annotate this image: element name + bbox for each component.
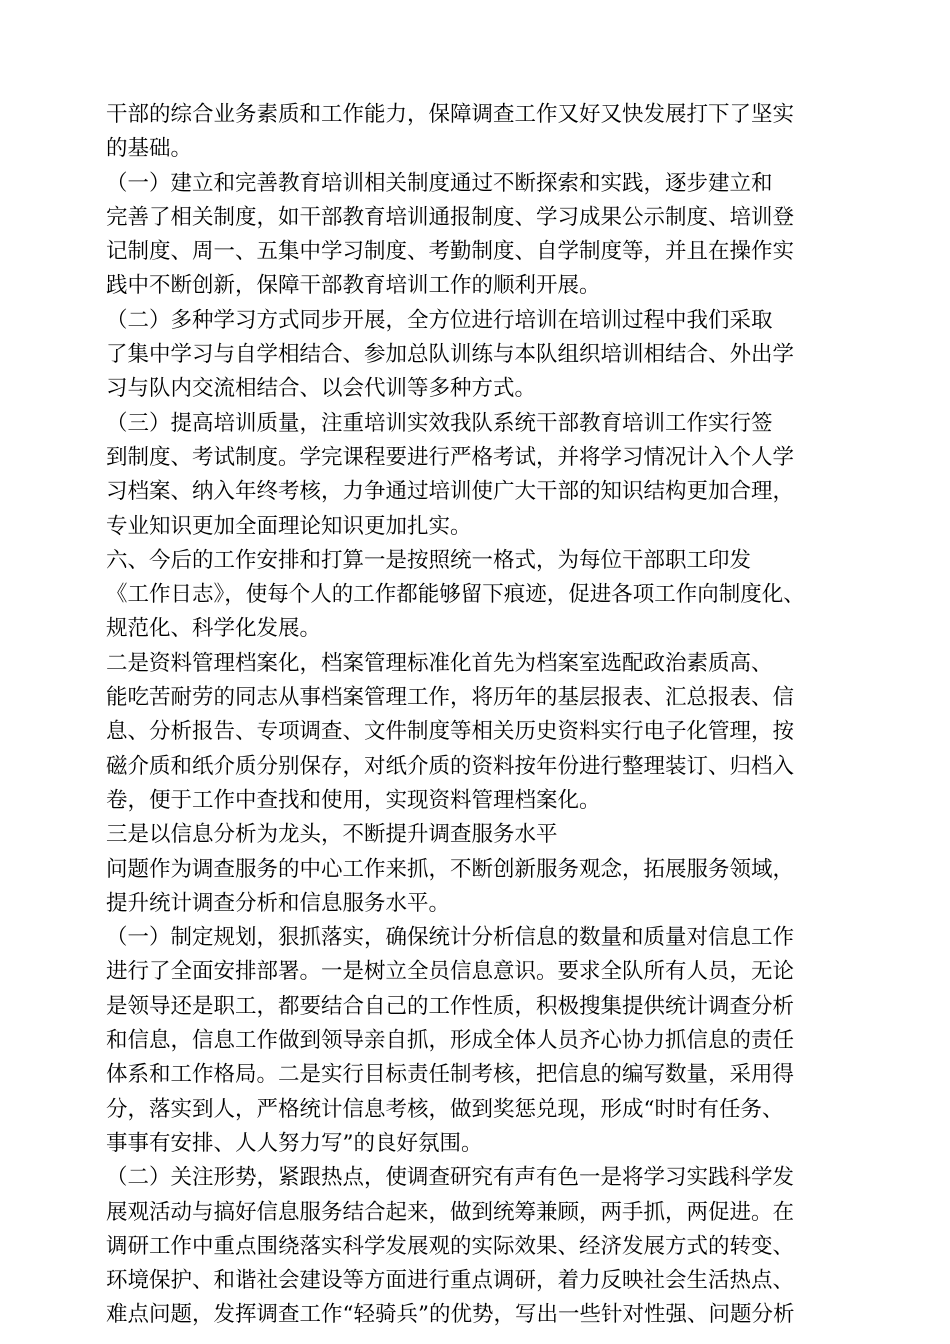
text-line: 到制度、考试制度。学完课程要进行严格考试，并将学习情况计入个人学 [106,444,795,470]
text-line: 磁介质和纸介质分别保存，对纸介质的资料按年份进行整理装订、归档入 [106,753,795,779]
text-line: 习档案、纳入年终考核，力争通过培训使广大干部的知识结构更加合理， [106,479,795,505]
text-line: 了集中学习与自学相结合、参加总队训练与本队组织培训相结合、外出学 [106,342,795,368]
text-line: 提升统计调查分析和信息服务水平。 [106,890,451,916]
text-line: 践中不断创新，保障干部教育培训工作的顺利开展。 [106,273,601,299]
text-line: 的基础。 [106,136,193,162]
text-line: 息、分析报告、专项调查、文件制度等相关历史资料实行电子化管理，按 [106,719,795,745]
text-line: 能吃苦耐劳的同志从事档案管理工作，将历年的基层报表、汇总报表、信 [106,685,795,711]
text-line: 调研工作中重点围绕落实科学发展观的实际效果、经济发展方式的转变、 [106,1233,795,1259]
text-line: 规范化、科学化发展。 [106,616,322,642]
text-line: 六、今后的工作安排和打算一是按照统一格式，为每位干部职工印发 [106,547,752,573]
text-line: 问题作为调查服务的中心工作来抓，不断创新服务观念，拓展服务领域， [106,856,795,882]
text-line: 分，落实到人，严格统计信息考核，做到奖惩兑现，形成“时时有任务、 [106,1096,784,1122]
text-line: 卷，便于工作中查找和使用，实现资料管理档案化。 [106,787,601,813]
text-line: 专业知识更加全面理论知识更加扎实。 [106,513,472,539]
text-line: （一）建立和完善教育培训相关制度通过不断探索和实践，逐步建立和 [106,170,773,196]
text-line: 展观活动与搞好信息服务结合起来，做到统筹兼顾，两手抓，两促进。在 [106,1199,795,1225]
text-line: 是领导还是职工，都要结合自己的工作性质，积极搜集提供统计调查分析 [106,993,795,1019]
text-line: （一）制定规划，狠抓落实，确保统计分析信息的数量和质量对信息工作 [106,925,795,951]
text-line: 二是资料管理档案化，档案管理标准化首先为档案室选配政治素质高、 [106,650,773,676]
text-line: 事事有安排、人人努力写”的良好氛围。 [106,1130,483,1156]
body-text [106,98,866,1333]
text-line: （三）提高培训质量，注重培训实效我队系统干部教育培训工作实行签 [106,410,773,436]
text-line: 记制度、周一、五集中学习制度、考勤制度、自学制度等，并且在操作实 [106,239,795,265]
text-line: （二）多种学习方式同步开展，全方位进行培训在培训过程中我们采取 [106,307,773,333]
text-line: 体系和工作格局。二是实行目标责任制考核，把信息的编写数量，采用得 [106,1062,795,1088]
text-line: 干部的综合业务素质和工作能力，保障调查工作又好又快发展打下了坚实 [106,102,795,127]
text-line: 环境保护、和谐社会建设等方面进行重点调研，着力反映社会生活热点、 [106,1268,795,1294]
text-line: 难点问题，发挥调查工作“轻骑兵”的优势，写出一些针对性强、问题分析 [106,1302,795,1328]
text-line: 习与队内交流相结合、以会代训等多种方式。 [106,376,537,402]
text-line: 和信息，信息工作做到领导亲自抓，形成全体人员齐心协力抓信息的责任 [106,1028,795,1054]
text-line: （二）关注形势，紧跟热点，使调查研究有声有色一是将学习实践科学发 [106,1165,795,1191]
text-line: 完善了相关制度，如干部教育培训通报制度、学习成果公示制度、培训登 [106,204,795,230]
text-line: 进行了全面安排部署。一是树立全员信息意识。要求全队所有人员，无论 [106,959,795,985]
text-line: 三是以信息分析为龙头，不断提升调查服务水平 [106,822,558,848]
text-line: 《工作日志》，使每个人的工作都能够留下痕迹，促进各项工作向制度化、 [106,582,805,608]
